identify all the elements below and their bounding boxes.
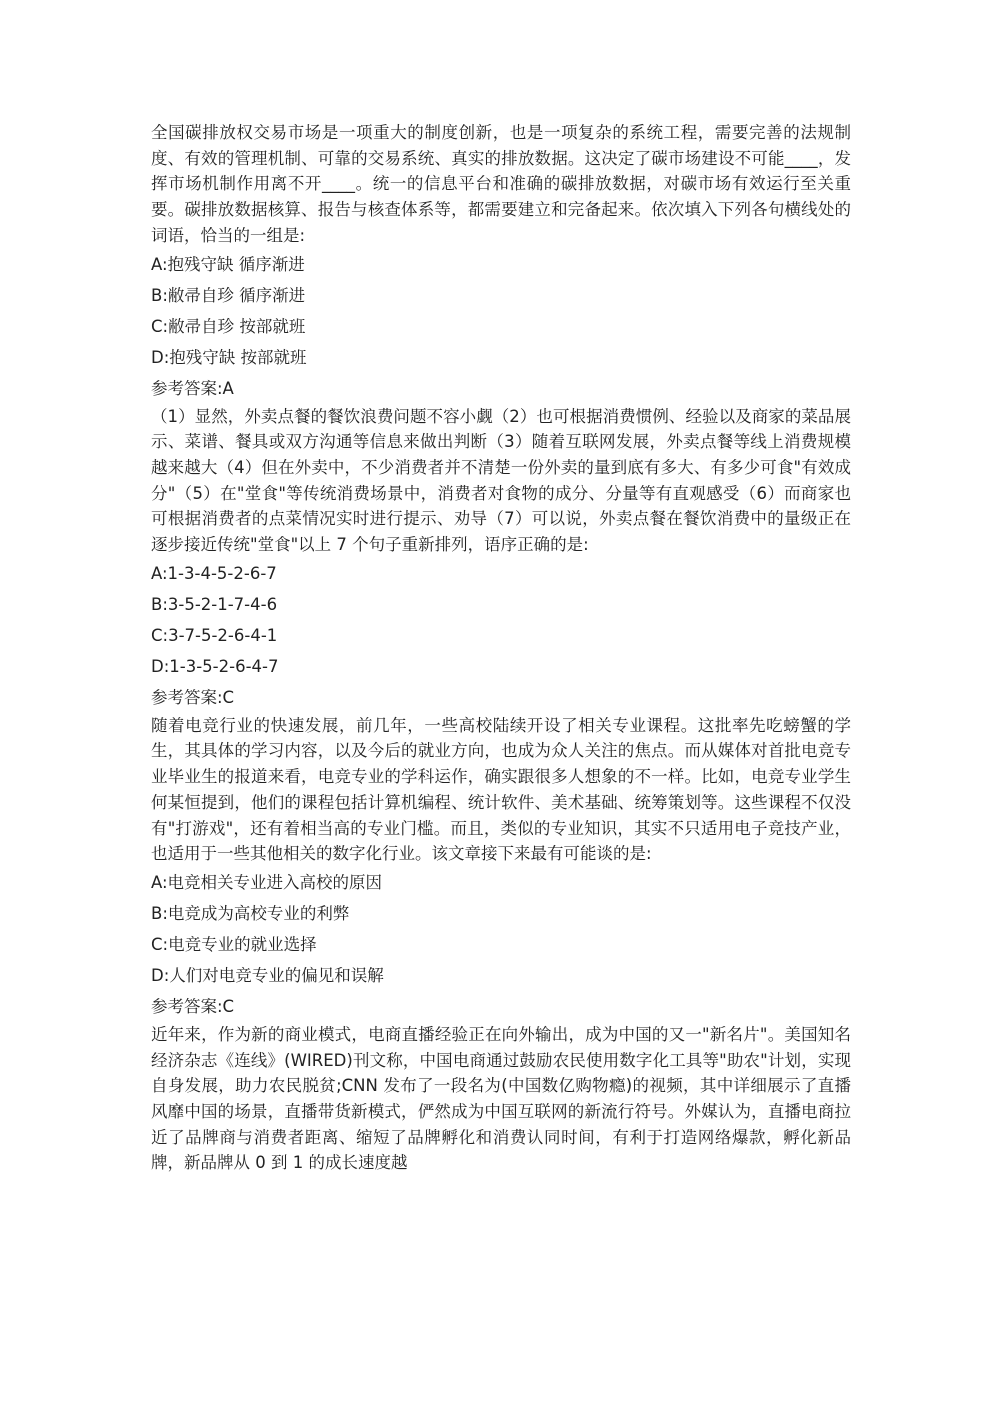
option-a: A:1-3-4-5-2-6-7 [151,563,277,583]
question-2 [151,404,851,713]
option-b: B:3-5-2-1-7-4-6 [151,594,278,614]
reference-answer: 参考答案:A [151,378,234,398]
reference-answer: 参考答案:C [151,996,235,1016]
option-c: C:3-7-5-2-6-4-1 [151,625,278,645]
question-stem: 随着电竞行业的快速发展，前几年，一些高校陆续开设了相关专业课程。这批率先吃螃蟹的学生，其具体的学习内容，以及今后的就业方向，也成为众人关注的焦点。而从媒体对首批电竞专业毕业生的报道来看，电竞专业的学科运作，确实跟很多人想象的不一样。比如，电竞专业学生何某恒提到，他们的课程包括计算机编程、统计软件、美术基础、统筹策划等。这些课程不仅没有"打游戏"，还有着相当高的专业门槛。而且，类似的专业知识，其实不只适用电子竞技产业，也适用于一些其他相关的数字化行业。该文章接下来最有可能谈的是: [151,715,851,864]
question-stem: 近年来，作为新的商业模式，电商直播经验正在向外输出，成为中国的又一"新名片"。美国知名经济杂志《连线》(WIRED)刊文称，中国电商通过鼓励农民使用数字化工具等"助农"计划，实现自身发展，助力农民脱贫;CNN 发布了一段名为(中国数亿购物瘾)的视频，其中详细展示了直播风靡中国的场景，直播带货新模式，俨然成为中国互联网的新流行符号。外媒认为，直播电商拉近了品牌商与消费者距离、缩短了品牌孵化和消费认同时间，有利于打造网络爆款，孵化新品牌，新品牌从 0 到 1 的成长速度越 [151,1024,851,1173]
option-d: D:抱残守缺 按部就班 [151,347,307,367]
option-c: C:敝帚自珍 按部就班 [151,316,306,336]
question-3 [151,713,851,1022]
document-page [151,120,851,1176]
reference-answer: 参考答案:C [151,687,235,707]
option-d: D:人们对电竞专业的偏见和误解 [151,965,384,985]
question-stem: （1）显然，外卖点餐的餐饮浪费问题不容小觑（2）也可根据消费惯例、经验以及商家的菜品展示、菜谱、餐具或双方沟通等信息来做出判断（3）随着互联网发展，外卖点餐等线上消费规模越来越大（4）但在外卖中，不少消费者并不清楚一份外卖的量到底有多大、有多少可食"有效成分"（5）在"堂食"等传统消费场景中，消费者对食物的成分、分量等有直观感受（6）而商家也可根据消费者的点菜情况实时进行提示、劝导（7）可以说，外卖点餐在餐饮消费中的量级正在逐步接近传统"堂食"以上 7 个句子重新排列，语序正确的是: [151,406,851,555]
question-4 [151,1022,851,1176]
option-b: B:敝帚自珍 循序渐进 [151,285,306,305]
option-c: C:电竞专业的就业选择 [151,934,317,954]
option-d: D:1-3-5-2-6-4-7 [151,656,279,676]
question-stem: 全国碳排放权交易市场是一项重大的制度创新，也是一项复杂的系统工程，需要完善的法规制度、有效的管理机制、可靠的交易系统、真实的排放数据。这决定了碳市场建设不可能____，发挥市场机制作用离不开____。统一的信息平台和准确的碳排放数据，对碳市场有效运行至关重要。碳排放数据核算、报告与核查体系等，都需要建立和完备起来。依次填入下列各句横线处的词语，恰当的一组是: [151,123,851,245]
option-a: A:电竞相关专业进入高校的原因 [151,872,383,892]
option-a: A:抱残守缺 循序渐进 [151,254,305,274]
option-b: B:电竞成为高校专业的利弊 [151,903,350,923]
question-1 [151,120,851,404]
